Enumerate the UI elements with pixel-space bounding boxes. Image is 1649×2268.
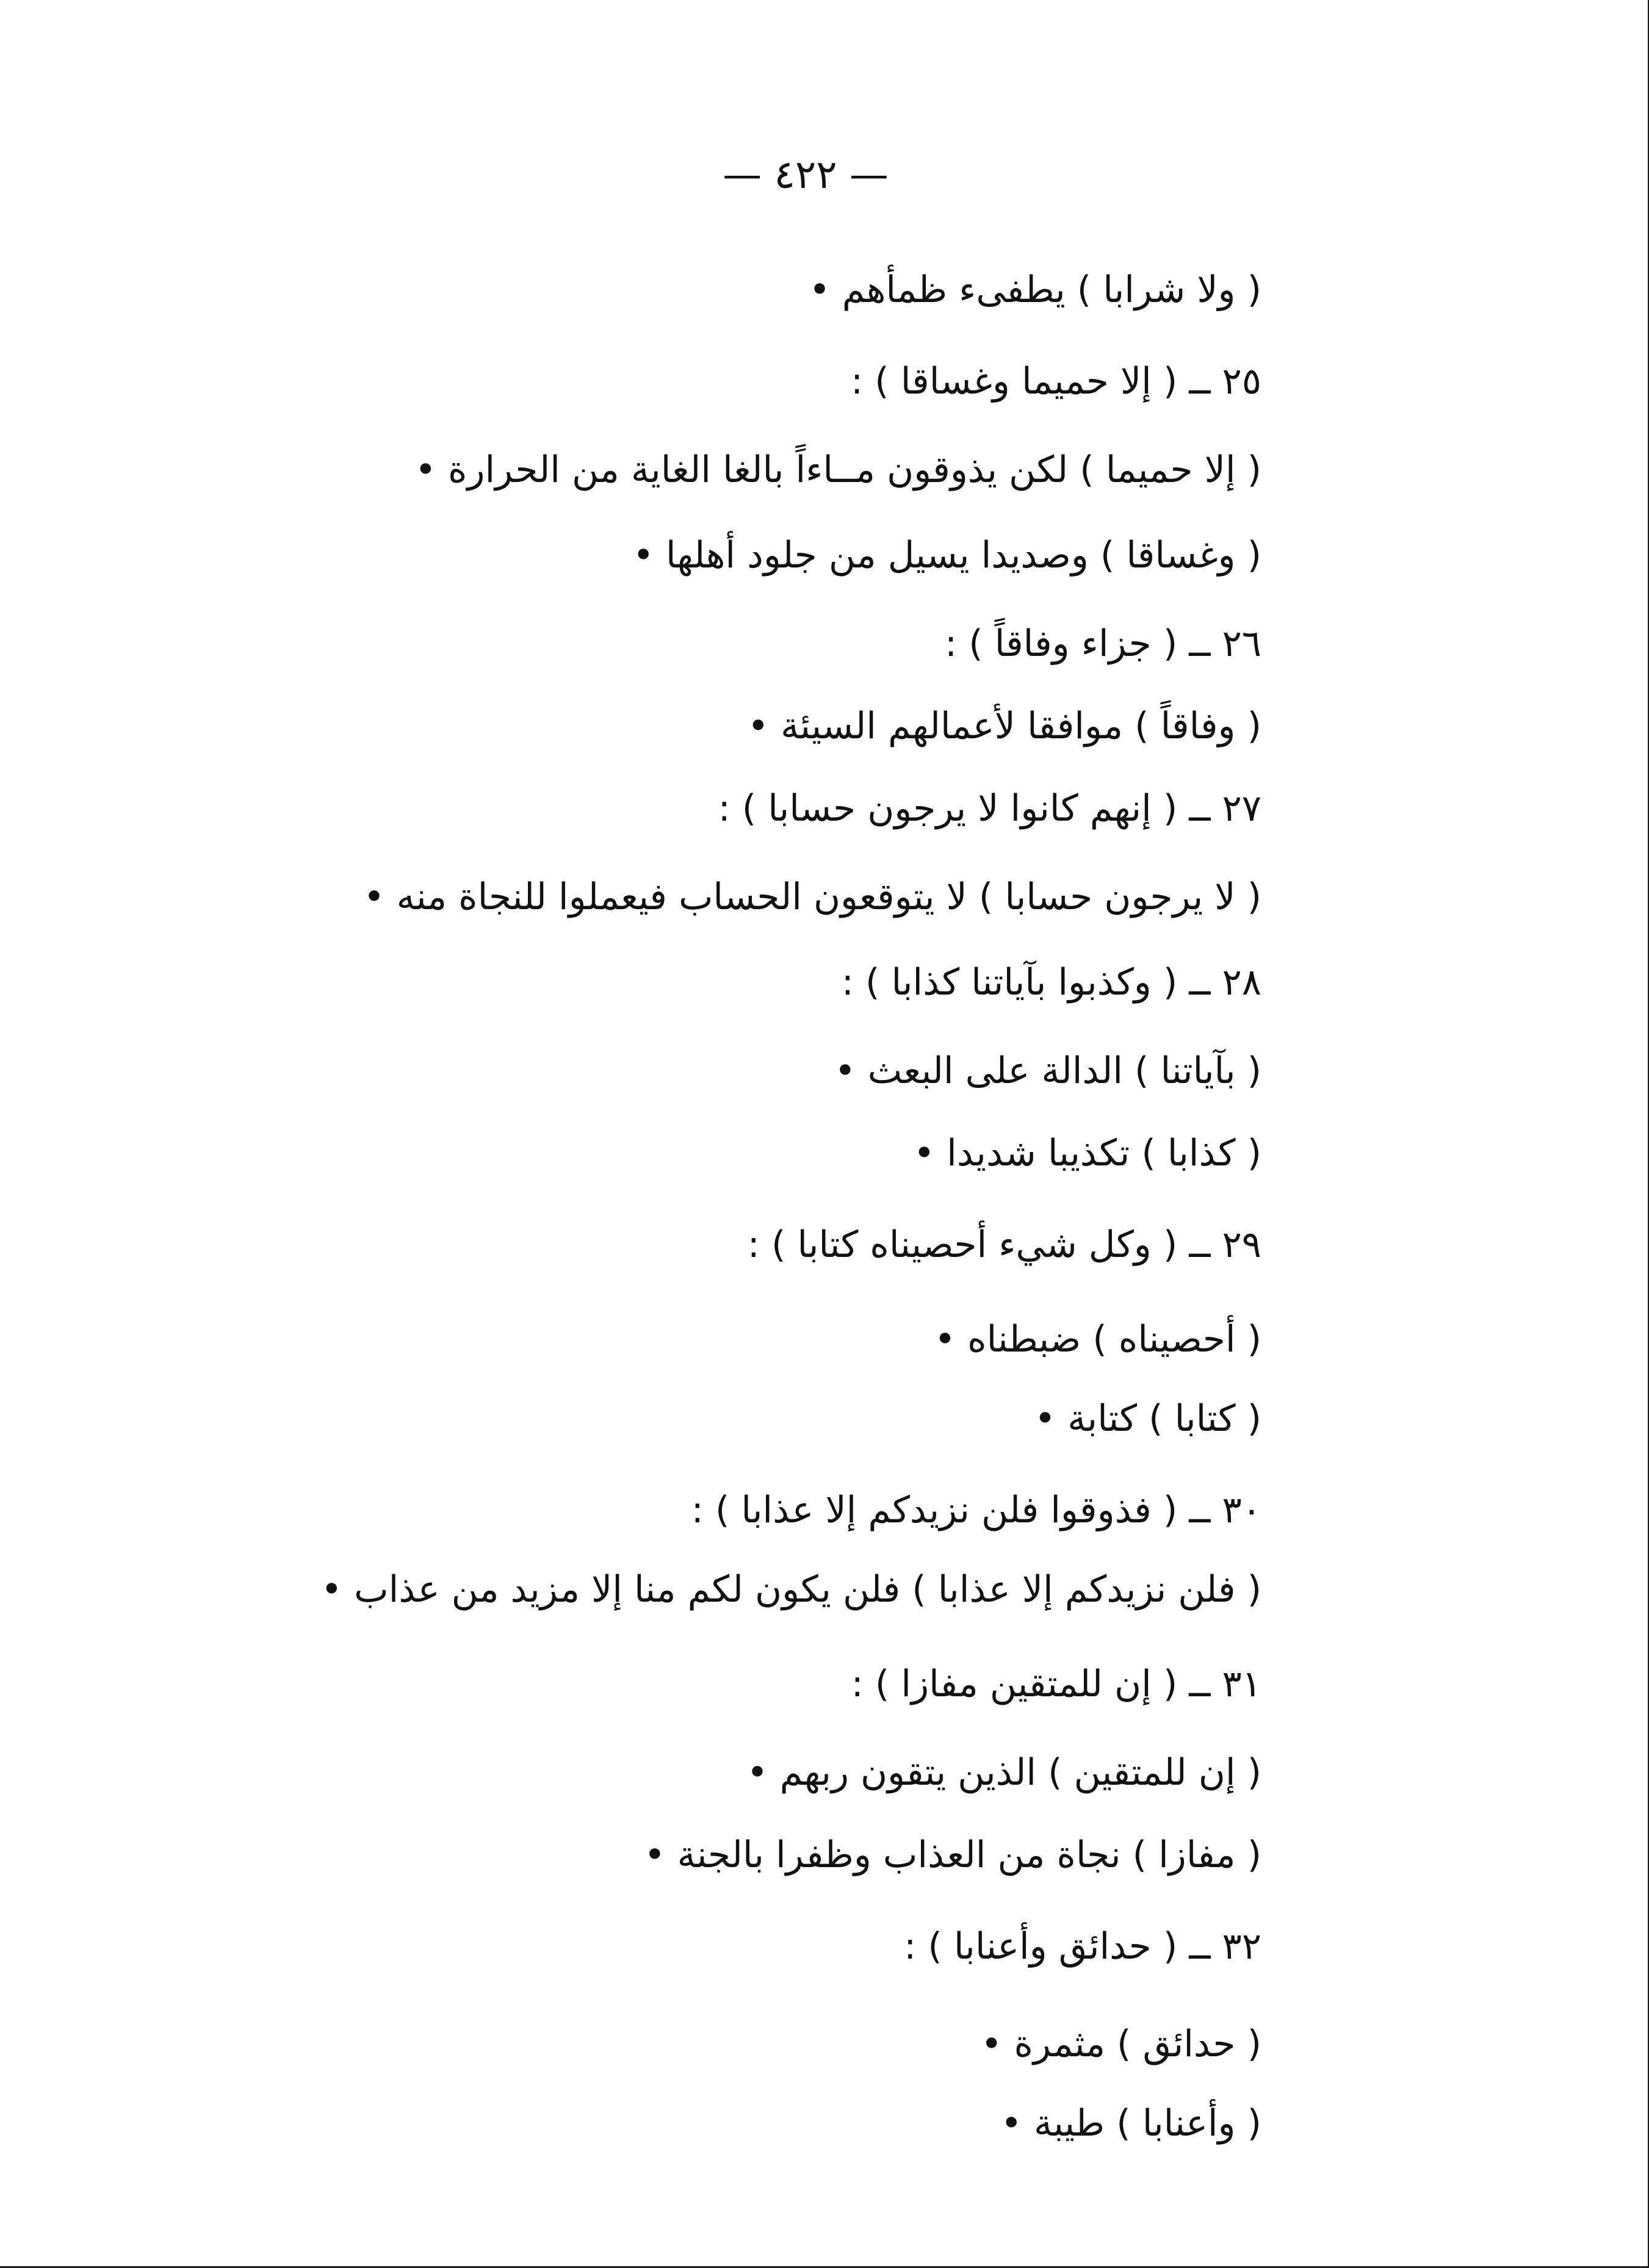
verse-heading: ٢٧ ــ ( إنهم كانوا لا يرجون حسابا ) : [718,787,1261,830]
page-number: — ٤٢٢ — [723,153,889,198]
verse-heading: ٣١ ــ ( إن للمتقين مفازا ) : [851,1663,1261,1705]
verse-heading: ٣٢ ــ ( حدائق وأعنابا ) : [904,1925,1261,1968]
text-line: ( وأعنابا ) طيبة • [1000,2102,1261,2145]
text-line: ( أحصيناه ) ضبطناه • [934,1318,1261,1361]
verse-heading: ٣٠ ــ ( فذوقوا فلن نزيدكم إلا عذابا ) : [691,1489,1261,1532]
text-line: ( وغساقا ) وصديدا يسيل من جلود أهلها • [632,534,1261,577]
verse-heading: ٢٥ ــ ( إلا حميما وغساقا ) : [850,360,1261,403]
text-line: ( ولا شرابا ) يطفىء ظمأهم • [809,268,1261,311]
text-line: ( إن للمتقين ) الذين يتقون ربهم • [746,1751,1261,1794]
text-line: ( فلن نزيدكم إلا عذابا ) فلن يكون لكم منا إلا مزيد من عذاب • [320,1568,1261,1611]
text-line: ( لا يرجون حسابا ) لا يتوقعون الحساب فيعملوا للنجاة منه • [363,876,1261,918]
verse-heading: ٢٩ ــ ( وكل شيء أحصيناه كتابا ) : [747,1223,1261,1266]
verse-heading: ٢٨ ــ ( وكذبوا بآياتنا كذابا ) : [841,961,1261,1004]
text-line: ( وفاقاً ) موافقا لأعمالهم السيئة • [747,705,1261,747]
text-line: ( كذابا ) تكذيبا شديدا • [913,1132,1261,1175]
text-line: ( حدائق ) مثمرة • [981,2023,1261,2065]
text-line: ( مفازا ) نجاة من العذاب وظفرا بالجنة • [644,1834,1261,1876]
text-line: ( كتابا ) كتابة • [1034,1397,1261,1440]
verse-heading: ٢٦ ــ ( جزاء وفاقاً ) : [944,622,1261,665]
text-line: ( بآياتنا ) الدالة على البعث • [834,1049,1261,1092]
text-line: ( إلا حميما ) لكن يذوقون مــاءاً بالغا الغاية من الحرارة • [414,448,1261,491]
